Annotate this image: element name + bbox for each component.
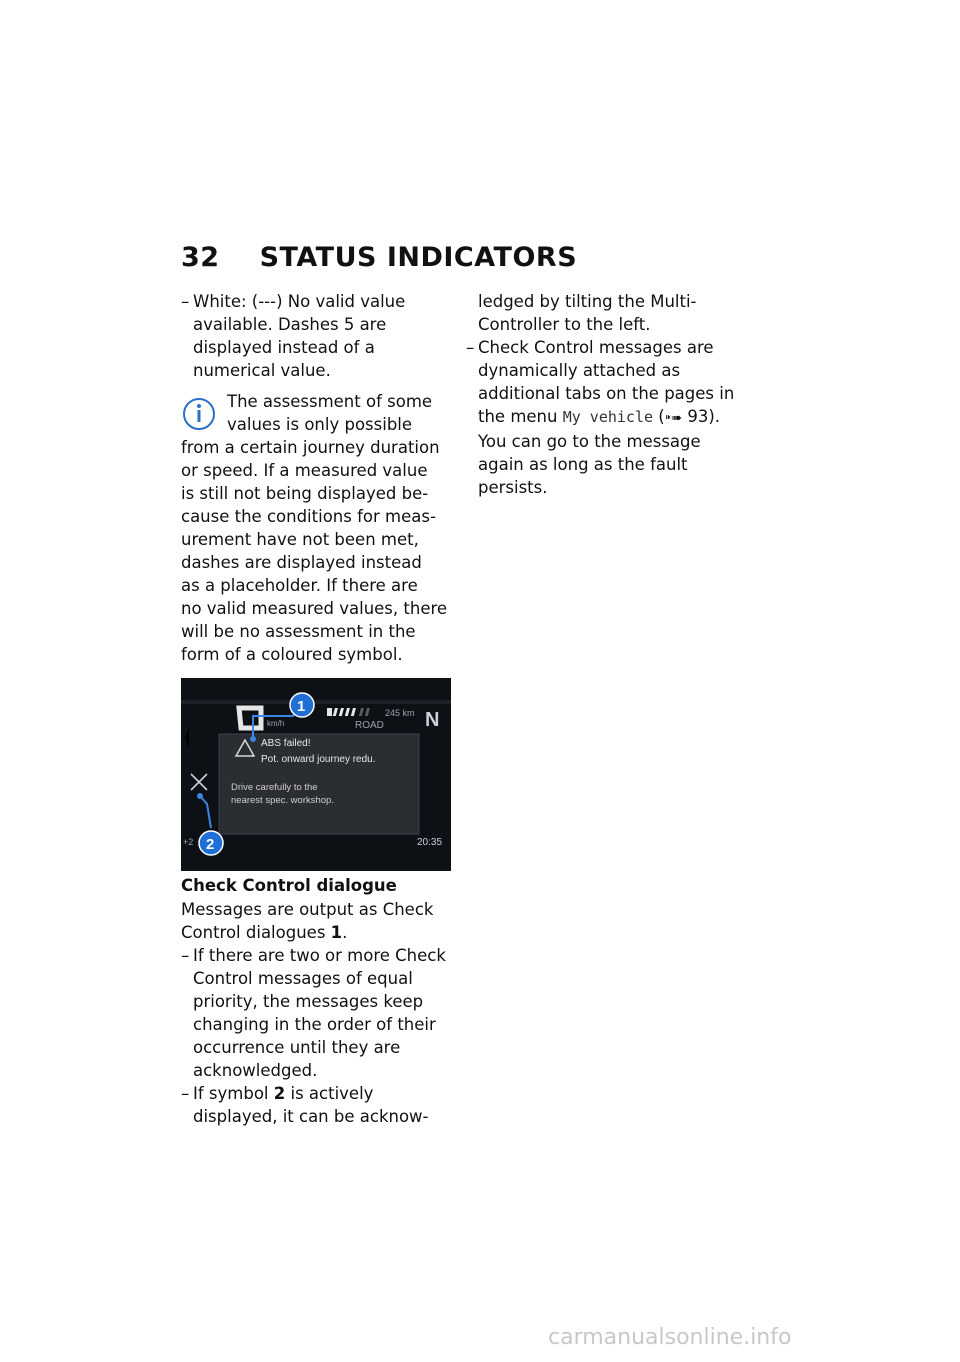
note-line: is still not being displayed be- bbox=[181, 484, 429, 503]
page-reference[interactable]: 93 bbox=[687, 407, 709, 426]
range-readout: 245 km bbox=[385, 708, 415, 718]
caption-intro-end: . bbox=[342, 923, 348, 942]
note-line: cause the conditions for meas- bbox=[181, 507, 436, 526]
gear-indicator: N bbox=[425, 709, 440, 731]
page-number: 32 bbox=[181, 242, 220, 273]
riding-mode: ROAD bbox=[355, 720, 384, 731]
left-column bbox=[181, 290, 451, 666]
ref-number-2: 2 bbox=[273, 1084, 286, 1103]
continuation-text: ledged by tilting the Multi-Controller to the left. bbox=[478, 292, 697, 334]
watermark: carmanualsonline.info bbox=[548, 1325, 792, 1350]
callout-1-number: 1 bbox=[297, 698, 306, 715]
caption-bullet-2 bbox=[181, 1082, 451, 1128]
note-line: The assessment of some bbox=[227, 392, 433, 411]
right-column bbox=[466, 290, 746, 499]
speed-unit: km/h bbox=[267, 719, 285, 728]
white-list-item bbox=[181, 290, 451, 382]
caption-bullet-2-end: is actively displayed, it can be acknow- bbox=[193, 1084, 429, 1126]
info-note bbox=[181, 390, 451, 666]
note-line: from a certain journey duration bbox=[181, 438, 440, 457]
info-icon bbox=[181, 396, 217, 432]
dash-bullet: – bbox=[466, 338, 475, 357]
note-line: no valid measured values, there bbox=[181, 599, 448, 618]
caption-intro bbox=[181, 898, 451, 944]
callout-2-number: 2 bbox=[206, 836, 215, 853]
note-line: form of a coloured symbol. bbox=[181, 645, 403, 664]
caption-bullet-1 bbox=[181, 944, 451, 1082]
warning-subtitle: Pot. onward journey redu. bbox=[261, 754, 376, 765]
caption-intro-text: Messages are output as Check Control dialogues bbox=[181, 900, 434, 942]
note-line: or speed. If a measured value bbox=[181, 461, 428, 480]
note-line: values is only possible bbox=[227, 415, 413, 434]
clock: 20:35 bbox=[417, 837, 443, 848]
right-bullet: – Check Control messages are dynamically attached as additional tabs on the pages in the menu My vehicle (⁍➠ 93). You can go to the message again as long as the fault persists. bbox=[466, 338, 735, 497]
display-graphic bbox=[181, 678, 451, 871]
page-ref-arrow-icon: ⁍➠ bbox=[664, 411, 683, 426]
caption-body bbox=[181, 898, 451, 1128]
right-bullet-text-2: You can go to the message again as long as the fault persists. bbox=[478, 432, 701, 497]
advice-line-1: Drive carefully to the bbox=[231, 782, 318, 793]
callout-1-anchor bbox=[250, 736, 256, 742]
note-line: as a placeholder. If there are bbox=[181, 576, 418, 595]
note-line: will be no assessment in the bbox=[181, 622, 416, 641]
corner-value: +2 bbox=[183, 837, 194, 847]
right-bullet-text: Check Control messages are dynamically attached as additional tabs on the pages in the menu bbox=[478, 338, 735, 426]
caption-bullet-2-text: If symbol bbox=[193, 1084, 274, 1103]
tft-display-screenshot bbox=[181, 678, 451, 871]
note-line: dashes are displayed instead bbox=[181, 553, 422, 572]
figure-caption-title: Check Control dialogue bbox=[181, 876, 397, 895]
caption-bullet-1-text: If there are two or more Check Control messages of equal priority, the messages keep changing in the order of their occurrence until they are acknowledged. bbox=[193, 946, 446, 1080]
ref-number-1: 1 bbox=[330, 923, 343, 942]
warning-title: ABS failed! bbox=[261, 738, 311, 749]
dash-bullet: – bbox=[181, 946, 190, 965]
menu-name: My vehicle bbox=[562, 408, 654, 426]
section-heading bbox=[181, 242, 577, 273]
callout-2-anchor bbox=[197, 793, 203, 799]
advice-line-2: nearest spec. workshop. bbox=[231, 795, 334, 806]
section-title: STATUS INDICATORS bbox=[259, 242, 578, 273]
dash-bullet: – bbox=[181, 292, 190, 311]
dash-bullet: – bbox=[181, 1084, 190, 1103]
white-item-text: White: (---) No valid value available. Dashes 5 are displayed instead of a numerical value. bbox=[193, 292, 406, 380]
note-line: urement have not been met, bbox=[181, 530, 419, 549]
